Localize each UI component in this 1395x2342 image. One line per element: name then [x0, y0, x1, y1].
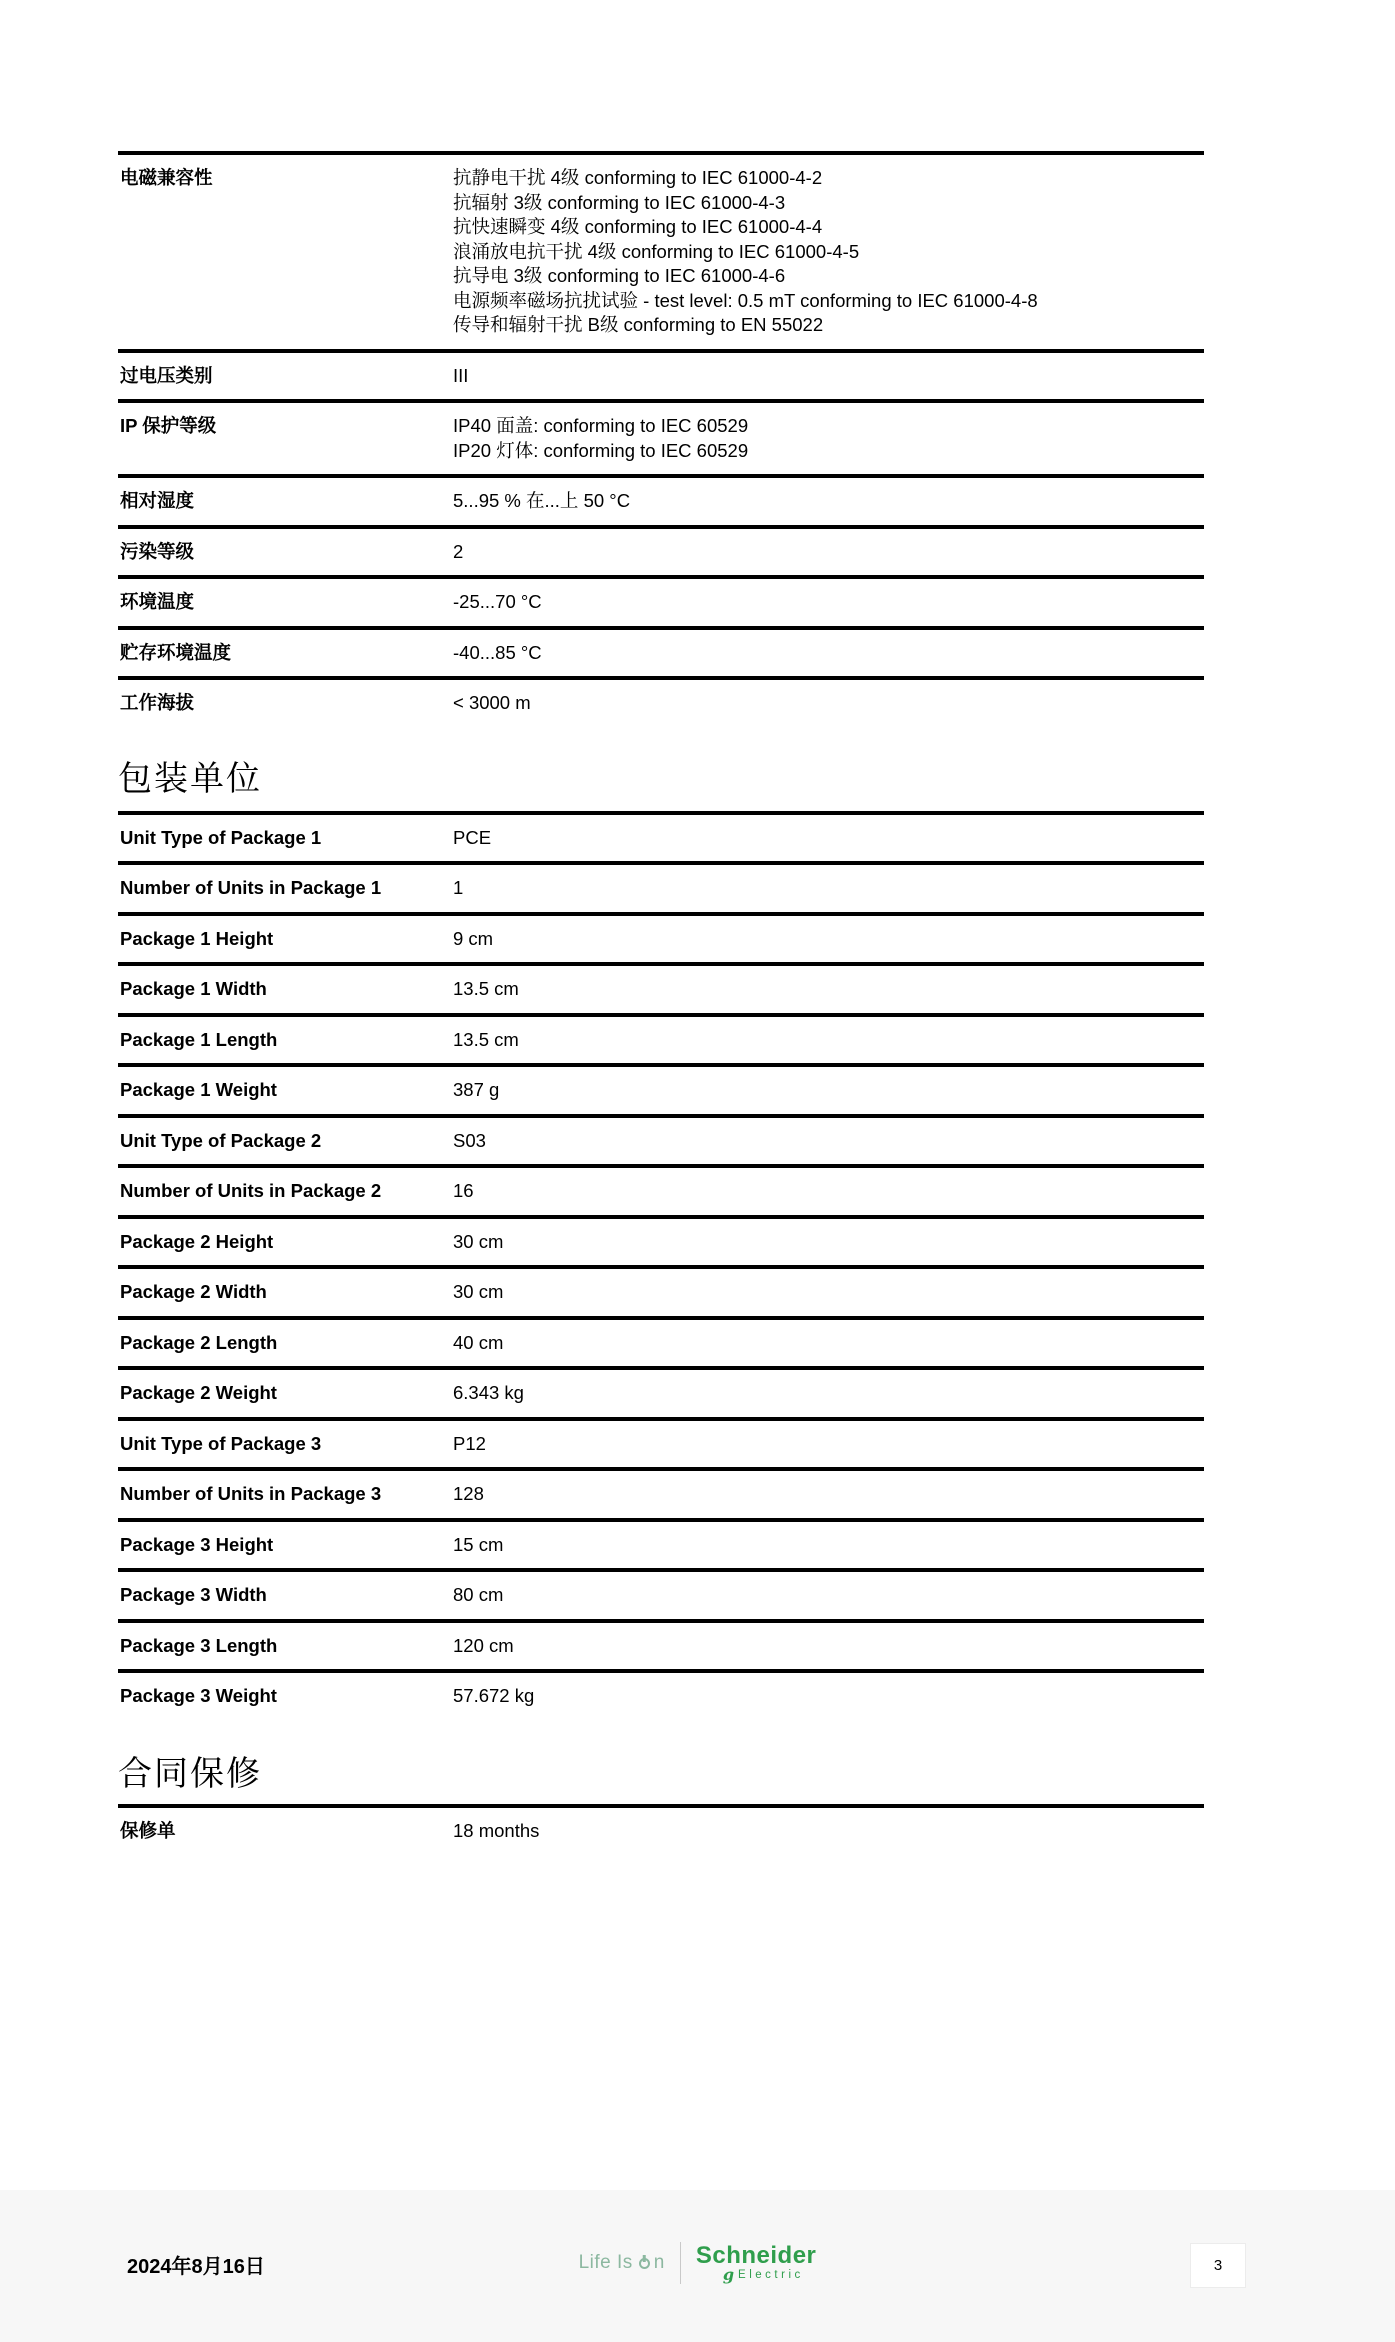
table-row [118, 1623, 1204, 1674]
row-label: Unit Type of Package 1 [120, 826, 322, 848]
footer [0, 2190, 1395, 2342]
row-label: Package 3 Height [120, 1533, 274, 1555]
row-value-line: < 3000 m [453, 692, 531, 713]
row-value-line: 抗快速瞬变 4级 conforming to IEC 61000-4-4 [453, 216, 823, 237]
g-glyph-icon: g [722, 2265, 735, 2284]
table-row [118, 1421, 1204, 1472]
brand-block [695, 2241, 817, 2284]
row-value [453, 691, 1204, 716]
row-value [453, 414, 1204, 463]
row-value-line: 30 cm [453, 1230, 504, 1252]
row-value-line: S03 [453, 1129, 486, 1151]
row-value-line: 电源频率磁场抗扰试验 - test level: 0.5 mT conforming to IEC 61000-4-8 [453, 289, 1038, 311]
row-value-line: IP40 面盖: conforming to IEC 60529 [453, 415, 749, 436]
row-value [453, 1028, 1204, 1053]
row-label: IP 保护等级 [120, 415, 217, 436]
row-value [453, 1533, 1204, 1558]
row-label: 工作海拔 [120, 692, 195, 713]
row-value [453, 1684, 1204, 1709]
row-value [453, 1432, 1204, 1457]
table-row [118, 916, 1204, 967]
row-value-line: 387 g [453, 1079, 500, 1100]
table-row [118, 1673, 1204, 1720]
row-value-line: 抗静电干扰 4级 conforming to IEC 61000-4-2 [453, 167, 823, 188]
row-value-line: 2 [453, 540, 464, 562]
row-value [453, 1634, 1204, 1659]
row-value [453, 1179, 1204, 1204]
row-value [453, 364, 1204, 389]
table-row [118, 1017, 1204, 1068]
table-row [118, 1572, 1204, 1623]
row-value-line: 传导和辐射干扰 B级 conforming to EN 55022 [453, 314, 824, 335]
row-value [453, 489, 1204, 514]
row-value-line: 抗导电 3级 conforming to IEC 61000-4-6 [453, 265, 786, 286]
row-value [453, 977, 1204, 1002]
row-value [453, 1129, 1204, 1154]
row-value-line: 18 months [453, 1819, 540, 1841]
table-row [118, 403, 1204, 478]
tagline-suffix: n [653, 2252, 665, 2273]
row-value-line: 16 [453, 1180, 474, 1201]
row-value-line: 9 cm [453, 927, 494, 949]
row-value [453, 1819, 1204, 1844]
environment-spec-table [118, 151, 1204, 727]
row-value [453, 1078, 1204, 1103]
table-row [118, 155, 1204, 353]
row-value-line: III [453, 364, 469, 386]
row-label: 电磁兼容性 [120, 167, 213, 188]
row-label: Package 3 Length [120, 1634, 278, 1656]
row-label: Unit Type of Package 3 [120, 1432, 322, 1454]
row-value-line: -40...85 °C [453, 641, 542, 663]
row-value-line: 6.343 kg [453, 1382, 524, 1403]
life-is-on-tagline [579, 2252, 665, 2274]
table-row [118, 966, 1204, 1017]
table-row [118, 1118, 1204, 1169]
row-label: 污染等级 [120, 540, 195, 562]
row-label: 相对湿度 [120, 490, 195, 511]
row-value-line: 80 cm [453, 1584, 504, 1605]
row-value-line: IP20 灯体: conforming to IEC 60529 [453, 439, 749, 461]
row-value [453, 540, 1204, 565]
row-value-line: 15 cm [453, 1533, 504, 1555]
section-title-packing: 包装单位 [118, 759, 262, 798]
row-value-line: 13.5 cm [453, 978, 519, 999]
table-row [118, 865, 1204, 916]
row-label: Number of Units in Package 3 [120, 1483, 382, 1504]
row-value-line: 120 cm [453, 1634, 514, 1656]
table-row [118, 815, 1204, 866]
row-value-line: 1 [453, 877, 464, 898]
section-title-warranty: 合同保修 [118, 1754, 262, 1793]
schneider-logo [0, 2242, 1395, 2284]
row-value-line: 40 cm [453, 1331, 504, 1353]
footer-date: 2024年8月16日 [127, 2256, 265, 2278]
row-value [453, 166, 1204, 338]
power-icon [639, 2258, 650, 2269]
row-label: Package 2 Height [120, 1230, 274, 1252]
row-value [453, 1230, 1204, 1255]
row-value-line: PCE [453, 826, 492, 848]
table-row [118, 353, 1204, 404]
row-value-line: 抗辐射 3级 conforming to IEC 61000-4-3 [453, 191, 786, 213]
row-value [453, 826, 1204, 851]
row-label: Unit Type of Package 2 [120, 1129, 322, 1151]
row-value-line: 13.5 cm [453, 1028, 519, 1050]
table-row [118, 1168, 1204, 1219]
table-row [118, 478, 1204, 529]
row-value [453, 641, 1204, 666]
row-label: Number of Units in Package 1 [120, 877, 382, 898]
row-label: Package 1 Weight [120, 1079, 277, 1100]
table-row [118, 1808, 1204, 1855]
warranty-table [118, 1804, 1204, 1855]
table-row [118, 1269, 1204, 1320]
row-label: 环境温度 [120, 591, 195, 612]
row-label: Package 3 Width [120, 1584, 267, 1605]
row-label: Package 1 Height [120, 927, 274, 949]
row-label: Package 2 Weight [120, 1382, 277, 1403]
page-number-badge [1190, 2243, 1246, 2288]
row-value-line: 57.672 kg [453, 1685, 535, 1706]
row-value [453, 1482, 1204, 1507]
row-value [453, 590, 1204, 615]
row-value-line: 30 cm [453, 1281, 504, 1302]
table-row [118, 1471, 1204, 1522]
row-value-line: 128 [453, 1483, 484, 1504]
brand-name: Schneider [695, 2241, 817, 2269]
row-value-line: 浪涌放电抗干扰 4级 conforming to IEC 61000-4-5 [453, 240, 860, 262]
brand-electric [722, 2265, 817, 2284]
packing-units-table [118, 811, 1204, 1720]
tagline-prefix: Life Is [578, 2252, 633, 2273]
row-label: Package 2 Width [120, 1281, 267, 1302]
row-value-line: -25...70 °C [453, 591, 542, 612]
row-value [453, 1583, 1204, 1608]
row-value-line: P12 [453, 1432, 486, 1454]
row-label: Package 2 Length [120, 1331, 278, 1353]
logo-divider [680, 2242, 681, 2284]
row-label: Package 1 Length [120, 1028, 278, 1050]
table-row [118, 579, 1204, 630]
brand-sub-text: Electric [738, 2268, 804, 2281]
row-label: 贮存环境温度 [120, 641, 232, 663]
page-number: 3 [1213, 2257, 1223, 2274]
table-row [118, 1219, 1204, 1270]
table-row [118, 1067, 1204, 1118]
row-value [453, 1331, 1204, 1356]
row-value [453, 927, 1204, 952]
row-label: 过电压类别 [120, 364, 213, 386]
table-row [118, 1370, 1204, 1421]
table-row [118, 1522, 1204, 1573]
row-value [453, 1280, 1204, 1305]
page-content [118, 0, 1204, 1854]
table-row [118, 630, 1204, 681]
row-label: Package 1 Width [120, 978, 267, 999]
row-value [453, 876, 1204, 901]
row-label: 保修单 [120, 1819, 176, 1841]
row-value [453, 1381, 1204, 1406]
table-row [118, 529, 1204, 580]
table-row [118, 680, 1204, 727]
row-label: Number of Units in Package 2 [120, 1180, 382, 1201]
table-row [118, 1320, 1204, 1371]
row-label: Package 3 Weight [120, 1685, 277, 1706]
row-value-line: 5...95 % 在...上 50 °C [453, 490, 631, 511]
